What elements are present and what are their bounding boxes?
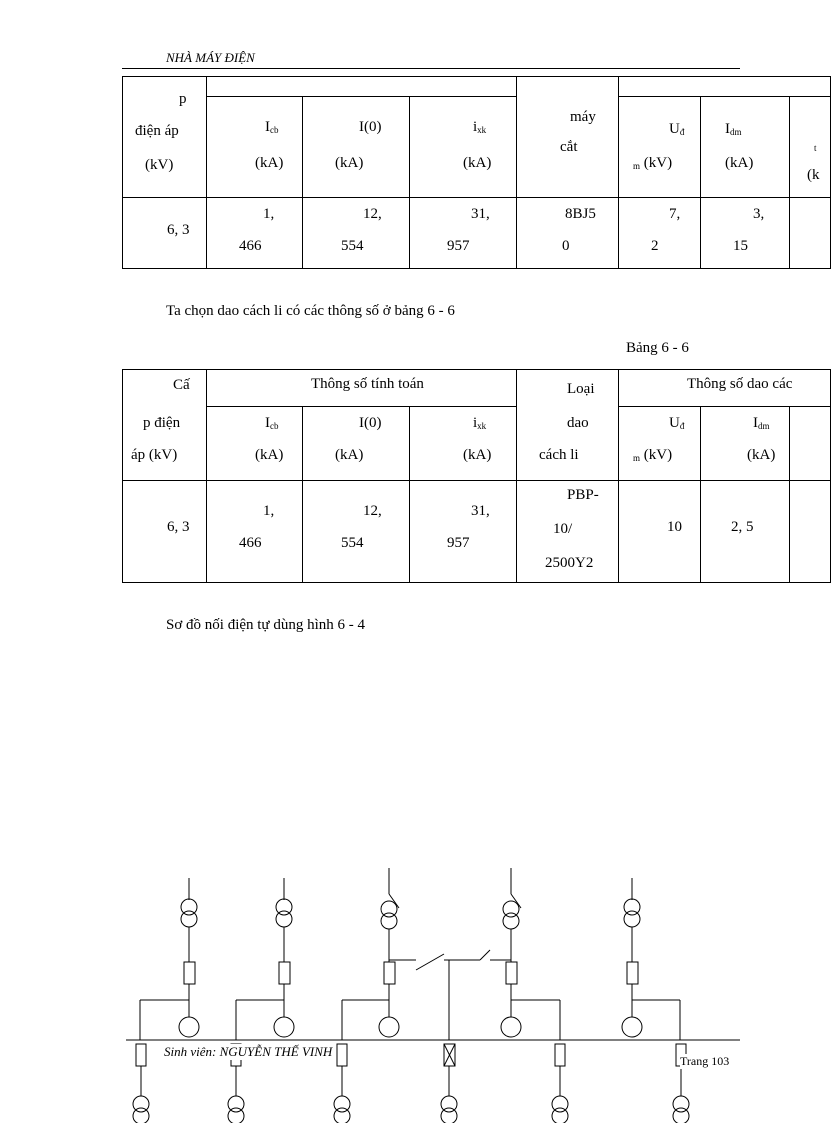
table2-caption: Bảng 6 - 6 — [626, 340, 689, 356]
t2-header-ud: $U_đ$ $_m$ (kV) — [619, 407, 701, 481]
paragraph-select-disconnector: Ta chọn dao cách li có các thông số ở bảng 6 - 6 — [166, 303, 455, 319]
t1-data-row: 6, 3 1, 466 12, 554 31, 957 8BJ5 0 7, 2 3, 15 — [123, 198, 831, 269]
paragraph-diagram-reference: Sơ đồ nối điện tự dùng hình 6 - 4 — [166, 617, 365, 633]
upper-feeder-5 — [622, 878, 680, 1040]
t2-header-type: Loại dao cách li — [517, 370, 619, 481]
upper-feeder-4 — [501, 868, 560, 1040]
auxiliary-power-diagram — [0, 860, 816, 1123]
t2-data-row: 6, 3 1, 466 12, 554 31, 957 PBP- 10/ 2500Y2 10 2, 5 — [123, 481, 831, 583]
t1-header-breaker: máy cắt — [517, 77, 619, 198]
t2-header-i0: I(0) (kA) — [303, 407, 410, 481]
t1-header-params-group — [619, 77, 831, 97]
bus-coupler — [389, 950, 511, 1040]
t2-header-voltage: Cấ p điện áp (kV) — [123, 370, 207, 481]
header-rule — [122, 68, 740, 69]
footer-student: Sinh viên: NGUYỄN THẾ VINH — [164, 1044, 333, 1059]
t1-header-extra: t (k — [790, 97, 831, 198]
upper-feeder-1 — [140, 878, 199, 1040]
disconnector-table — [122, 369, 831, 583]
t1-header-idm: $I_{dm}$ (kA) — [701, 97, 790, 198]
upper-feeder-3 — [342, 868, 399, 1040]
t1-header-calc-group — [207, 77, 517, 97]
breaker-table — [122, 76, 831, 269]
t1-header-icb: $I_{cb}$ (kA) — [207, 97, 303, 198]
t1-header-ud: $U_đ$ $_m$ (kV) — [619, 97, 701, 198]
t1-header-voltage: p điện áp (kV) — [123, 77, 207, 198]
footer-page-number: Trang 103 — [680, 1054, 730, 1068]
t2-header-calc-group: Thông số tính toán — [207, 370, 517, 407]
t2-header-params-group: Thông số dao các — [619, 370, 831, 407]
t2-header-idm: $I_{dm}$ (kA) — [701, 407, 790, 481]
upper-feeder-2 — [236, 878, 294, 1040]
t1-header-ixk: $i_{xk}$ (kA) — [410, 97, 517, 198]
t2-header-icb: $I_{cb}$ (kA) — [207, 407, 303, 481]
t1-header-i0: I(0) (kA) — [303, 97, 410, 198]
page-header-title: NHÀ MÁY ĐIỆN — [166, 50, 255, 65]
t2-header-ixk: $i_{xk}$ (kA) — [410, 407, 517, 481]
